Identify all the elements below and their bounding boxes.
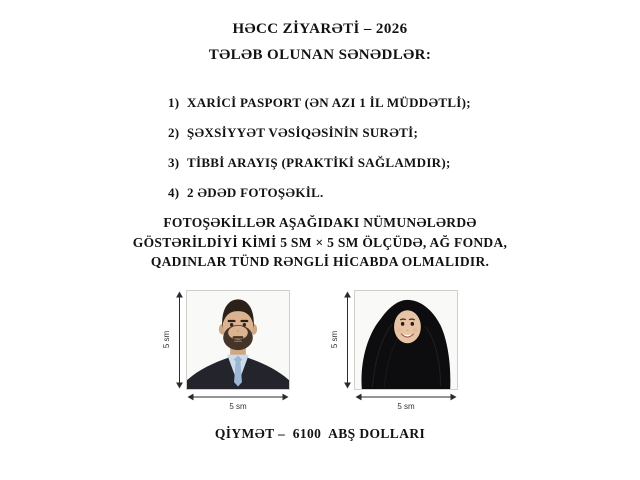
list-item-text: TİBBİ ARAYIŞ (PRAKTİKİ SAĞLAMDIR); [187, 155, 451, 170]
requirements-list [168, 93, 640, 203]
list-item-text: ŞƏXSİYYƏT VƏSİQƏSİNİN SURƏTİ; [187, 125, 419, 140]
sample-photos-row [0, 290, 629, 416]
list-item [168, 153, 640, 173]
male-photo-height-label: 5 sm [162, 330, 171, 349]
list-item-marker: 1) [168, 95, 180, 110]
horizontal-dimension-arrow-icon [186, 390, 290, 402]
note-line: FOTOŞƏKİLLƏR AŞAĞIDAKI NÜMUNƏLƏRDƏ [163, 215, 477, 230]
list-item-text: 2 ƏDƏD FOTOŞƏKİL. [187, 185, 324, 200]
document-title: HƏCC ZİYARƏTİ – 2026 [232, 21, 408, 37]
list-item [168, 93, 640, 113]
list-item-marker: 2) [168, 125, 180, 140]
photo-requirements-note [0, 213, 640, 272]
male-sample-photo-figure [160, 290, 290, 416]
male-passport-photo-sample [186, 290, 290, 390]
female-passport-photo-sample [354, 290, 458, 390]
male-photo-width-label: 5 sm [229, 401, 247, 411]
vertical-dimension-arrow-icon [173, 290, 186, 390]
vertical-dimension-arrow-icon [341, 290, 354, 390]
list-item [168, 183, 640, 203]
note-line: GÖSTƏRİLDİYİ KİMİ 5 SM × 5 SM ÖLÇÜDƏ, AĞ FONDA, [132, 234, 508, 250]
list-item-text: XARİCİ PASPORT (ƏN AZI 1 İL MÜDDƏTLİ); [187, 95, 471, 110]
horizontal-dimension-arrow-icon [354, 390, 458, 402]
list-item-marker: 4) [168, 185, 180, 200]
list-item [168, 123, 640, 143]
female-photo-width-label: 5 sm [397, 401, 415, 411]
document-subtitle: TƏLƏB OLUNAN SƏNƏDLƏR: [208, 47, 432, 63]
note-line: QADINLAR TÜND RƏNGLİ HİCABDA OLMALIDIR. [150, 254, 490, 269]
price-line: QİYMƏT – 6100 ABŞ DOLLARI [214, 425, 426, 441]
female-photo-height-label: 5 sm [330, 330, 339, 349]
list-item-marker: 3) [168, 155, 180, 170]
female-sample-photo-figure [328, 290, 458, 416]
